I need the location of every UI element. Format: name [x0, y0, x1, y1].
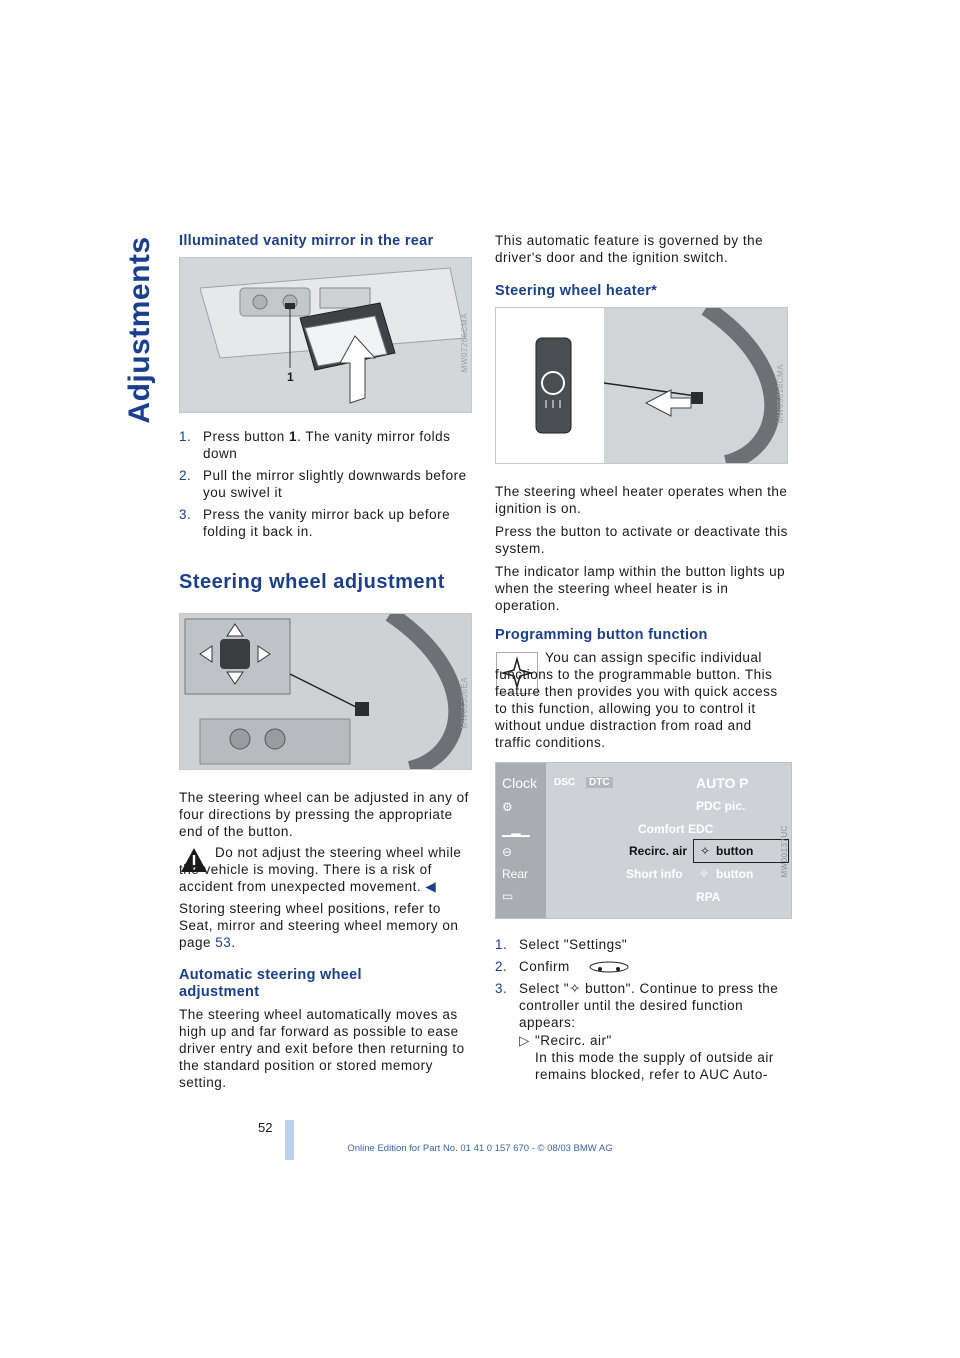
menu-side-settings-icon: ⚙ [502, 800, 513, 814]
settings-step [495, 936, 790, 953]
step-text-continued: button". Continue to press the controller until the desired function appears: [519, 981, 779, 1030]
mirror-button-callout: 1 [287, 370, 294, 384]
steering-figure-code: MW05306EA [460, 677, 469, 729]
menu-short-button: button [716, 867, 754, 881]
steering-illustration [180, 614, 471, 769]
steering-figure [179, 613, 472, 770]
side-section-title [120, 230, 160, 430]
step-number: 1. [179, 429, 192, 444]
step-number: 3. [495, 981, 508, 996]
step-text: . The vanity mirror folds down [203, 429, 451, 461]
menu-dsc: DSC [554, 777, 576, 788]
menu-short-info: Short info [626, 867, 683, 881]
recirc-bullet [519, 1032, 789, 1083]
steering-paragraph: The steering wheel can be adjusted in any of four directions by pressing the appropriate end of the button. [179, 790, 469, 839]
footer-bar [285, 1120, 294, 1160]
storing-paragraph [179, 900, 471, 951]
side-title-text: Adjustments [123, 236, 156, 424]
recirc-title: "Recirc. air" [535, 1033, 612, 1048]
footer-edition: Online Edition for Part No. 01 41 0 157 670 - © 08/03 BMW AG [347, 1143, 613, 1154]
menu-pdc-pic: PDC pic. [696, 799, 746, 813]
steering-section [179, 571, 471, 593]
step-bold: 1 [289, 429, 298, 444]
end-mark-icon: ◀ [425, 879, 437, 894]
step-text: Press button [203, 429, 290, 444]
heater-paragraph-3: The indicator lamp within the button lights up when the steering wheel heater is in operation. [495, 564, 786, 613]
step-text: Select " [519, 981, 570, 996]
warning-text [179, 844, 471, 895]
auto-text [179, 1006, 471, 1091]
mirror-step [179, 506, 471, 540]
menu-side-car-icon: ⊖ [502, 845, 513, 859]
mirror-illustration [180, 258, 471, 412]
heater-paragraph-2: Press the button to activate or deactivate this system. [495, 524, 788, 556]
menu-comfort-edc: Comfort EDC [638, 822, 714, 836]
menu-star-icon: ✧ [700, 844, 711, 858]
menu-recirc-air: Recirc. air [629, 844, 688, 858]
menu-recirc-button: button [716, 844, 754, 858]
settings-step [495, 980, 790, 1031]
heater-figure [495, 307, 788, 464]
menu-side-ruler-icon: ▁▂▁ [502, 823, 530, 837]
mirror-figure [179, 257, 472, 413]
storing-period: . [231, 935, 236, 950]
mirror-figure-code: MW07266CMA [460, 312, 469, 372]
menu-figure-code: MW00137UC [780, 825, 789, 878]
warning-block [179, 844, 471, 895]
mirror-heading: Illuminated vanity mirror in the rear [179, 233, 434, 249]
mirror-steps [179, 428, 471, 540]
step-text: Select "Settings" [519, 937, 628, 952]
bullet-arrow-icon: ▷ [519, 1033, 530, 1048]
menu-side-rear: Rear [502, 867, 529, 881]
step-number: 2. [179, 468, 192, 483]
prog-heading: Programming button function [495, 627, 708, 643]
control-display-menu [495, 762, 792, 919]
storing-block [179, 900, 471, 951]
step-number: 3. [179, 507, 192, 522]
heater-text [495, 483, 790, 614]
menu-rpa: RPA [696, 890, 721, 904]
menu-star-icon-2: ✧ [699, 867, 710, 881]
step-text: Pull the mirror slightly downwards before you swivel it [203, 468, 467, 500]
menu-side-screen-icon: ▭ [502, 889, 514, 903]
heater-heading: Steering wheel heater* [495, 283, 658, 299]
step-number: 1. [495, 937, 508, 952]
mirror-step [179, 467, 471, 501]
auto-heading: Automatic steering wheel adjustment [179, 967, 362, 1000]
menu-dtc: DTC [586, 777, 613, 788]
controller-icon [588, 960, 630, 974]
steering-text [179, 789, 471, 840]
mirror-step [179, 428, 471, 462]
auto-continued-paragraph: This automatic feature is governed by the driver's door and the ignition switch. [495, 233, 764, 265]
heater-paragraph-1: The steering wheel heater operates when the ignition is on. [495, 484, 788, 516]
page-link[interactable]: 53 [215, 935, 232, 950]
warning-message: Do not adjust the steering wheel while the vehicle is moving. There is a risk of accident from unexpected movement. [179, 845, 462, 894]
auto-continued [495, 232, 790, 266]
prog-text [495, 649, 790, 751]
recirc-text: In this mode the supply of outside air remains blocked, refer to AUC Auto- [535, 1050, 774, 1082]
step-text: Press the vanity mirror back up before folding it back in. [203, 507, 451, 539]
steering-heading: Steering wheel adjustment [179, 571, 445, 593]
prog-heading-block [495, 627, 790, 644]
star-button-icon: ✧ [569, 981, 581, 996]
settings-step [495, 958, 790, 975]
settings-steps-block [495, 936, 790, 1036]
heater-figure-code: MW05018CMA [776, 363, 785, 423]
heater-heading-block [495, 283, 790, 300]
settings-steps [495, 936, 790, 1031]
menu-auto-p: AUTO P [696, 775, 749, 791]
page-number: 52 [258, 1120, 273, 1135]
step-number: 2. [495, 959, 508, 974]
menu-side-clock: Clock [502, 775, 538, 791]
left-column [179, 233, 471, 250]
heater-illustration [496, 308, 787, 463]
auto-paragraph: The steering wheel automatically moves as high up and far forward as possible to ease driver entry and exit before then returning to the standard position or stored memory setting. [179, 1007, 465, 1090]
step-text: Confirm [519, 959, 570, 974]
mirror-steps-block [179, 428, 471, 545]
prog-paragraph: You can assign specific individual functions to the programmable button. This feature then provides you with quick access to this function, allowing you to control it without undue distraction from road and traffic conditions. [495, 650, 778, 750]
auto-heading-block [179, 967, 439, 1001]
storing-text: Storing steering wheel positions, refer to Seat, mirror and steering wheel memory on page [179, 901, 459, 950]
